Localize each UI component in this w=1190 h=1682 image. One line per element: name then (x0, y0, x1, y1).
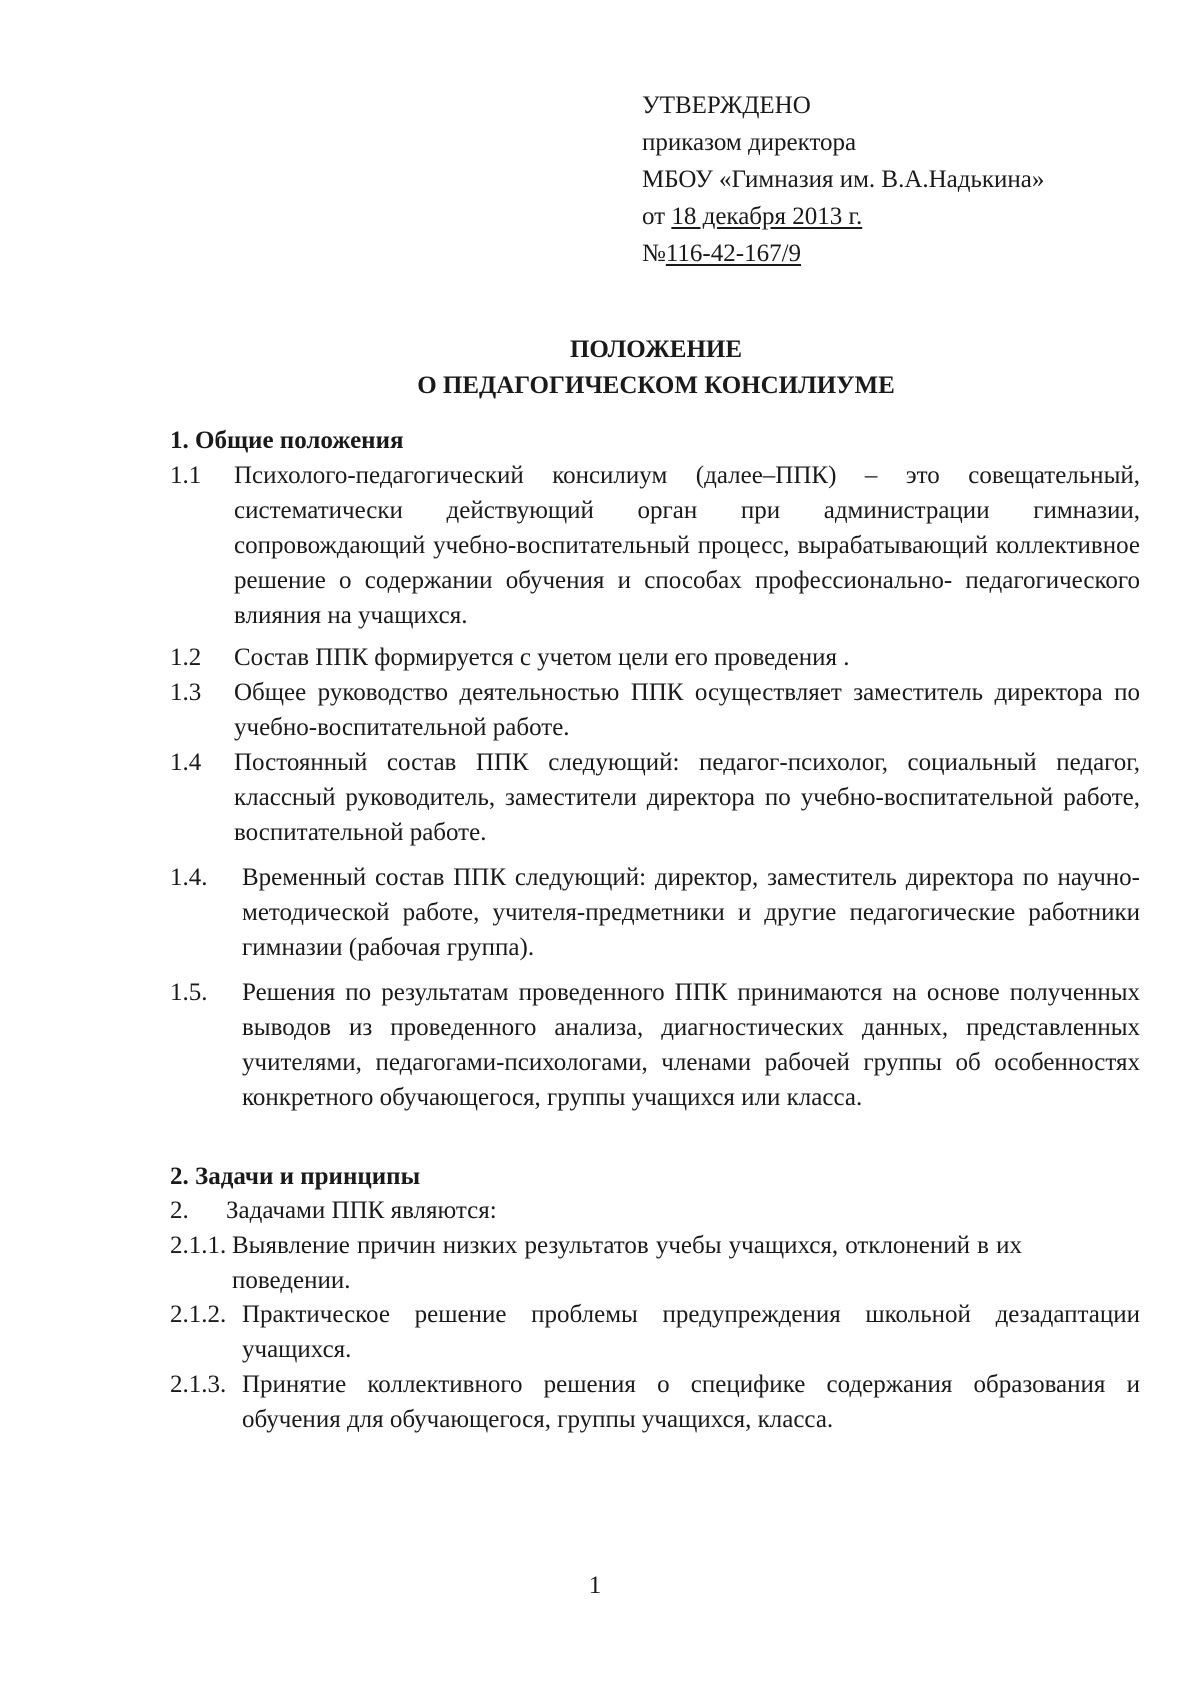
page-number: 1 (588, 1572, 602, 1599)
approval-date: 18 декабря 2013 г. (671, 203, 863, 230)
clause-1-4-permanent (170, 745, 1140, 850)
approval-order: приказом директора (642, 129, 857, 156)
clause-number: 1.1 (170, 462, 202, 489)
clause-number: 1.4 (170, 749, 202, 776)
clause-1-5 (170, 975, 1140, 1115)
clause-2-1-1 (170, 1228, 1140, 1298)
clause-text: Временный состав ППК следующий: директор, заместитель директора по научно-методической работе, учителя-предметники и другие педагогические работники гимназии (рабочая группа). (242, 864, 1140, 961)
clause-number: 2.1.1. (170, 1232, 227, 1259)
clause-1-3 (170, 675, 1140, 745)
clause-text: Задачами ППК являются: (226, 1197, 497, 1224)
document-subtitle: О ПЕДАГОГИЧЕСКОМ КОНСИЛИУМЕ (417, 372, 895, 399)
clause-text: Решения по результатам проведенного ППК принимаются на основе полученных выводов из проведенного анализа, диагностических данных, представленных учителями, педагогами-психологами, членами рабочей группы об особенностях конкретного обучающегося, группы учащихся или класса. (242, 979, 1140, 1111)
approval-number: 116-42-167/9 (665, 240, 802, 267)
section-1-heading: 1. Общие положения (170, 427, 404, 454)
approval-title: УТВЕРЖДЕНО (642, 92, 811, 119)
clause-text: Постоянный состав ППК следующий: педагог-психолог, социальный педагог, классный руководитель, заместители директора по учебно-воспитательной работе, воспитательной работе. (234, 749, 1140, 846)
clause-text: Общее руководство деятельностью ППК осуществляет заместитель директора по учебно-воспитательной работе. (234, 679, 1140, 741)
approval-number-prefix: № (642, 240, 666, 267)
clause-number: 1.5. (170, 979, 208, 1006)
section-2-heading: 2. Задачи и принципы (170, 1163, 421, 1190)
clause-text: Выявление причин низких результатов учебы учащихся, отклонений в их поведении. (232, 1232, 1022, 1294)
clause-number: 1.3 (170, 679, 202, 706)
clause-1-4-temporary (170, 860, 1140, 965)
clause-2-1-2 (170, 1297, 1140, 1367)
approval-date-line (642, 199, 1162, 236)
clause-1-2 (170, 640, 1140, 675)
clause-number: 2.1.3. (170, 1371, 227, 1398)
clause-1-1 (170, 458, 1140, 633)
clause-number: 2. (170, 1197, 189, 1224)
approval-stamp (642, 88, 1162, 273)
clause-number: 1.2 (170, 644, 202, 671)
document-title: ПОЛОЖЕНИЕ (569, 336, 743, 363)
approval-number-line (642, 236, 1162, 273)
clause-text: Состав ППК формируется с учетом цели его проведения . (234, 644, 850, 671)
clause-text: Принятие коллективного решения о специфике содержания образования и обучения для обучающегося, группы учащихся, класса. (242, 1371, 1140, 1433)
approval-organization: МБОУ «Гимназия им. В.А.Надькина» (642, 166, 1045, 193)
clause-2 (170, 1193, 1140, 1228)
clause-number: 2.1.2. (170, 1301, 227, 1328)
clause-text: Практическое решение проблемы предупреждения школьной дезадаптации учащихся. (242, 1301, 1140, 1363)
clause-text: Психолого-педагогический консилиум (далее–ППК) – это совещательный, систематически действующий орган при администрации гимназии, сопровождающий учебно-воспитательный процесс, вырабатывающий коллективное решение о содержании обучения и способах профессионально- педагогического влияния на учащихся. (234, 462, 1140, 629)
clause-2-1-3 (170, 1367, 1140, 1437)
clause-number: 1.4. (170, 864, 208, 891)
approval-date-prefix: от (642, 203, 672, 230)
